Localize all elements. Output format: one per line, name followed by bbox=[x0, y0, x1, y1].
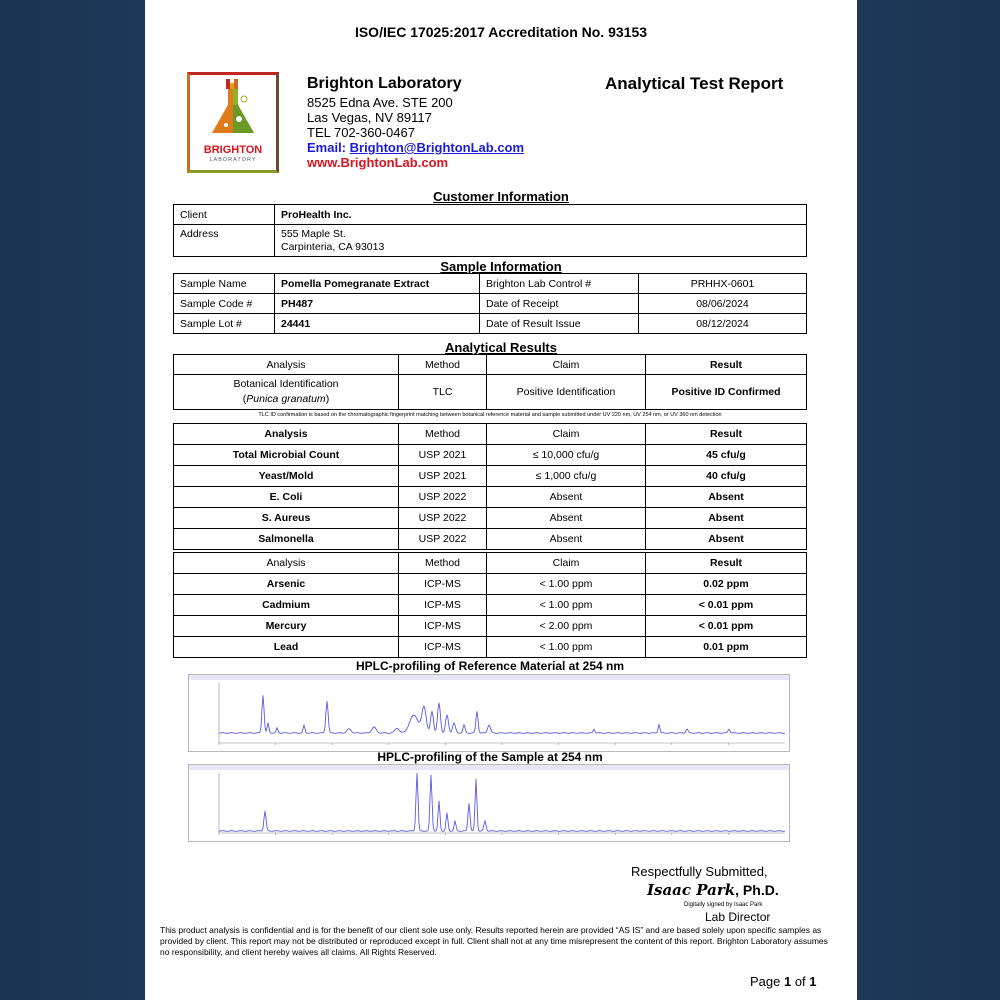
hplc-reference-title: HPLC-profiling of Reference Material at 254 nm bbox=[355, 659, 625, 673]
botanical-table bbox=[173, 354, 807, 410]
botanical-analysis bbox=[174, 375, 399, 410]
method-cell: USP 2022 bbox=[399, 487, 487, 508]
method-cell: ICP-MS bbox=[399, 616, 487, 637]
result-cell: < 0.01 ppm bbox=[646, 595, 807, 616]
sample-info-title: Sample Information bbox=[440, 259, 562, 274]
brighton-logo bbox=[187, 72, 279, 173]
table-row bbox=[174, 637, 807, 658]
lab-tel: TEL 702-360-0467 bbox=[307, 125, 415, 140]
method-cell: USP 2022 bbox=[399, 508, 487, 529]
paren-close: ) bbox=[325, 393, 330, 405]
col-analysis: Analysis bbox=[174, 355, 399, 375]
analysis-cell: Arsenic bbox=[174, 574, 399, 595]
analysis-cell: Mercury bbox=[174, 616, 399, 637]
sample-code-value: PH487 bbox=[275, 294, 480, 314]
lab-email-link[interactable]: Brighton@BrightonLab.com bbox=[349, 140, 525, 155]
table-row bbox=[174, 553, 807, 574]
col-result: Result bbox=[646, 355, 807, 375]
lab-website-link[interactable]: www.BrightonLab.com bbox=[307, 155, 449, 170]
col-claim: Claim bbox=[487, 424, 646, 445]
col-claim: Claim bbox=[487, 355, 646, 375]
result-cell: < 0.01 ppm bbox=[646, 616, 807, 637]
botanical-claim: Positive Identification bbox=[487, 375, 646, 410]
method-cell: ICP-MS bbox=[399, 574, 487, 595]
digital-signature-note: Digitally signed by Isaac Park bbox=[684, 902, 763, 908]
receipt-date-value: 08/06/2024 bbox=[639, 294, 807, 314]
respectfully-submitted: Respectfully Submitted, bbox=[631, 864, 768, 879]
col-claim: Claim bbox=[487, 553, 646, 574]
table-row bbox=[174, 508, 807, 529]
table-row bbox=[174, 355, 807, 375]
claim-cell: ≤ 1,000 cfu/g bbox=[487, 466, 646, 487]
hplc-sample-title: HPLC-profiling of the Sample at 254 nm bbox=[377, 750, 603, 764]
method-cell: USP 2021 bbox=[399, 445, 487, 466]
analysis-cell: Lead bbox=[174, 637, 399, 658]
logo-word-brighton: BRIGHTON bbox=[203, 144, 263, 156]
reference-chromatogram-svg bbox=[189, 675, 789, 751]
sample-chromatogram-svg bbox=[189, 765, 789, 841]
table-row bbox=[174, 274, 807, 294]
address-label: Address bbox=[174, 225, 275, 257]
lab-control-label: Brighton Lab Control # bbox=[480, 274, 639, 294]
page-prefix: Page bbox=[750, 974, 784, 989]
claim-cell: ≤ 10,000 cfu/g bbox=[487, 445, 646, 466]
page-number bbox=[750, 974, 817, 989]
lab-address-2: Las Vegas, NV 89117 bbox=[307, 110, 432, 125]
address-value bbox=[275, 225, 807, 257]
email-label: Email: bbox=[307, 140, 350, 155]
claim-cell: Absent bbox=[487, 508, 646, 529]
analysis-cell: S. Aureus bbox=[174, 508, 399, 529]
chrom-header-bar bbox=[189, 675, 789, 680]
issue-date-label: Date of Result Issue bbox=[480, 314, 639, 334]
analysis-cell: Total Microbial Count bbox=[174, 445, 399, 466]
analysis-cell: Cadmium bbox=[174, 595, 399, 616]
col-analysis: Analysis bbox=[174, 553, 399, 574]
botanical-method: TLC bbox=[399, 375, 487, 410]
table-row bbox=[174, 466, 807, 487]
hplc-reference-chromatogram bbox=[188, 674, 790, 752]
analysis-cell: E. Coli bbox=[174, 487, 399, 508]
chrom-trace bbox=[219, 773, 785, 831]
table-row bbox=[174, 529, 807, 550]
flask-logo-icon bbox=[190, 75, 276, 170]
signature-suffix: , Ph.D. bbox=[735, 882, 779, 898]
col-method: Method bbox=[399, 553, 487, 574]
chrom-header-bar bbox=[189, 765, 789, 770]
claim-cell: < 1.00 ppm bbox=[487, 595, 646, 616]
table-row bbox=[174, 424, 807, 445]
result-cell: Absent bbox=[646, 529, 807, 550]
claim-cell: < 1.00 ppm bbox=[487, 574, 646, 595]
table-row bbox=[174, 205, 807, 225]
latin-name: Punica granatum bbox=[246, 393, 326, 405]
table-row bbox=[174, 294, 807, 314]
disclaimer-text: This product analysis is confidential and is for the benefit of our client sole use only. Results reported herein are provided “AS IS” and are based solely upon specific samples as provided by client. This report may not be distributed or reproduced except in full. Client shall not at any time misrepresent the content of this report. Brighton Laboratory assumes no responsibility, and client hereby waives all claims. All Rights Reserved. bbox=[160, 925, 828, 957]
sample-lot-value: 24441 bbox=[275, 314, 480, 334]
sample-name-label: Sample Name bbox=[174, 274, 275, 294]
botanical-latin-name bbox=[180, 392, 392, 407]
method-cell: ICP-MS bbox=[399, 595, 487, 616]
address-line-2: Carpinteria, CA 93013 bbox=[281, 240, 385, 253]
analysis-cell: Yeast/Mold bbox=[174, 466, 399, 487]
result-cell: 0.01 ppm bbox=[646, 637, 807, 658]
col-analysis: Analysis bbox=[174, 424, 399, 445]
method-cell: ICP-MS bbox=[399, 637, 487, 658]
analysis-cell: Salmonella bbox=[174, 529, 399, 550]
claim-cell: < 2.00 ppm bbox=[487, 616, 646, 637]
heavy-metals-table bbox=[173, 552, 807, 658]
analytical-results-title: Analytical Results bbox=[445, 340, 557, 355]
lab-address-1: 8525 Edna Ave. STE 200 bbox=[307, 95, 453, 110]
col-result: Result bbox=[646, 553, 807, 574]
result-cell: 0.02 ppm bbox=[646, 574, 807, 595]
table-row bbox=[174, 375, 807, 410]
accreditation-line: ISO/IEC 17025:2017 Accreditation No. 93153 bbox=[354, 24, 648, 40]
signature-name: Isaac Park bbox=[647, 881, 736, 899]
col-method: Method bbox=[399, 424, 487, 445]
table-row bbox=[174, 487, 807, 508]
col-method: Method bbox=[399, 355, 487, 375]
tlc-note: TLC ID confirmation is based on the chromatographic fingerprint matching between botanical reference material and sample submitted under UV 220 nm, UV 254 nm, or UV 360 nm detection bbox=[258, 412, 722, 418]
botanical-result: Positive ID Confirmed bbox=[646, 375, 807, 410]
page-of: of bbox=[791, 974, 810, 989]
claim-cell: < 1.00 ppm bbox=[487, 637, 646, 658]
method-cell: USP 2021 bbox=[399, 466, 487, 487]
result-cell: 40 cfu/g bbox=[646, 466, 807, 487]
lab-control-value: PRHHX-0601 bbox=[639, 274, 807, 294]
lab-email-line bbox=[307, 140, 524, 155]
claim-cell: Absent bbox=[487, 487, 646, 508]
page-current: 1 bbox=[783, 974, 792, 989]
sample-name-value: Pomella Pomegranate Extract bbox=[275, 274, 480, 294]
result-cell: Absent bbox=[646, 487, 807, 508]
microbial-table bbox=[173, 423, 807, 550]
paren-open: ( bbox=[242, 393, 247, 405]
table-row bbox=[174, 574, 807, 595]
table-row bbox=[174, 225, 807, 257]
table-row bbox=[174, 314, 807, 334]
table-row bbox=[174, 595, 807, 616]
table-row bbox=[174, 445, 807, 466]
client-value: ProHealth Inc. bbox=[275, 205, 807, 225]
issue-date-value: 08/12/2024 bbox=[639, 314, 807, 334]
sample-lot-label: Sample Lot # bbox=[174, 314, 275, 334]
hplc-sample-chromatogram bbox=[188, 764, 790, 842]
report-title: Analytical Test Report bbox=[605, 74, 784, 93]
report-page bbox=[145, 0, 857, 1000]
logo-word-laboratory: LABORATORY bbox=[209, 157, 257, 163]
col-result: Result bbox=[646, 424, 807, 445]
client-label: Client bbox=[174, 205, 275, 225]
result-cell: Absent bbox=[646, 508, 807, 529]
signatory bbox=[647, 881, 779, 899]
customer-info-table bbox=[173, 204, 807, 257]
customer-info-title: Customer Information bbox=[433, 189, 569, 204]
signatory-role: Lab Director bbox=[705, 910, 771, 924]
chrom-trace bbox=[219, 695, 785, 733]
claim-cell: Absent bbox=[487, 529, 646, 550]
receipt-date-label: Date of Receipt bbox=[480, 294, 639, 314]
table-row bbox=[174, 616, 807, 637]
lab-name: Brighton Laboratory bbox=[307, 75, 462, 92]
result-cell: 45 cfu/g bbox=[646, 445, 807, 466]
sample-info-table bbox=[173, 273, 807, 334]
botanical-id-label: Botanical Identification bbox=[233, 378, 339, 390]
method-cell: USP 2022 bbox=[399, 529, 487, 550]
page-total: 1 bbox=[809, 974, 817, 989]
sample-code-label: Sample Code # bbox=[174, 294, 275, 314]
address-line-1: 555 Maple St. bbox=[281, 227, 346, 240]
